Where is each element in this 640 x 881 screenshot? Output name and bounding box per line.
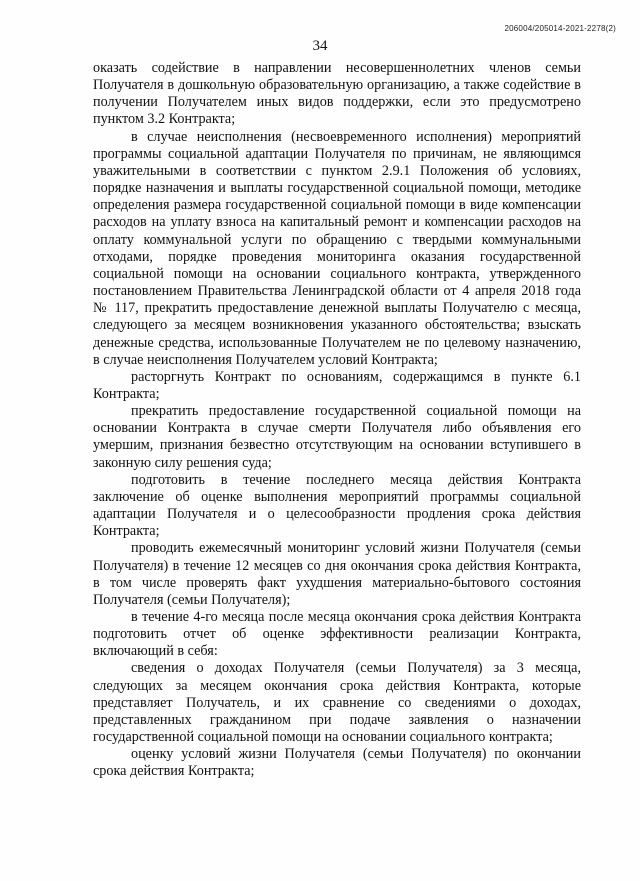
paragraph: в течение 4-го месяца после месяца окончания срока действия Контракта подготовить отчет об оценке эффективности реализации Контракта, включающий в себя: bbox=[93, 609, 581, 660]
paragraph: проводить ежемесячный мониторинг условий жизни Получателя (семьи Получателя) в течение 12 месяцев со дня окончания срока действия Контракта, в том числе проверять факт ухудшения материально-бытового состояния Получателя (семьи Получателя); bbox=[93, 540, 581, 608]
page-number: 34 bbox=[312, 38, 328, 54]
paragraph: сведения о доходах Получателя (семьи Получателя) за 3 месяца, следующих за месяцем окончания срока действия Контракта, которые представляет Получатель, и их сравнение со сведениями о доходах, представленных гражданином при подаче заявления о назначении государственной социальной помощи на основании социального контракта; bbox=[93, 660, 581, 746]
paragraph-continuation: оказать содействие в направлении несовершеннолетних членов семьи Получателя в дошкольную образовательную организацию, а также содействие в получении Получателем иных видов поддержки, если это предусмотрено пунктом 3.2 Контракта; bbox=[93, 60, 581, 128]
document-body bbox=[93, 60, 581, 781]
paragraph: прекратить предоставление государственной социальной помощи на основании Контракта в случае смерти Получателя либо объявления его умершим, признания безвестно отсутствующим на основании вступившего в законную силу решения суда; bbox=[93, 403, 581, 471]
document-number: 206004/205014-2021-2278(2) bbox=[504, 24, 616, 33]
paragraph: подготовить в течение последнего месяца действия Контракта заключение об оценке выполнения мероприятий программы социальной адаптации Получателя и о целесообразности продления срока действия Контракта; bbox=[93, 471, 581, 540]
paragraph: расторгнуть Контракт по основаниям, содержащимся в пункте 6.1 Контракта; bbox=[93, 368, 581, 402]
paragraph: оценку условий жизни Получателя (семьи Получателя) по окончании срока действия Контракта; bbox=[93, 746, 581, 780]
paragraph: в случае неисполнения (несвоевременного исполнения) мероприятий программы социальной адаптации Получателя по причинам, не являющимся уважительными в соответствии с пунктом 2.9.1 Положения об условиях, порядке назначения и выплаты государственной социальной помощи, методике определения размера государственной социальной помощи в виде компенсации расходов на уплату взноса на капитальный ремонт и компенсации расходов на оплату коммунальной услуги по обращению с твердыми коммунальными отходами, порядке проведения мониторинга оказания государственной социальной помощи на основании социального контракта, утвержденного постановлением Правительства Ленинградской области от 4 апреля 2018 года № 117, прекратить предоставление денежной выплаты Получателю с месяца, следующего за месяцем возникновения указанного обстоятельства; взыскать денежные средства, использованные Получателем не по целевому назначению, в случае неисполнения Получателем условий Контракта; bbox=[93, 128, 581, 368]
